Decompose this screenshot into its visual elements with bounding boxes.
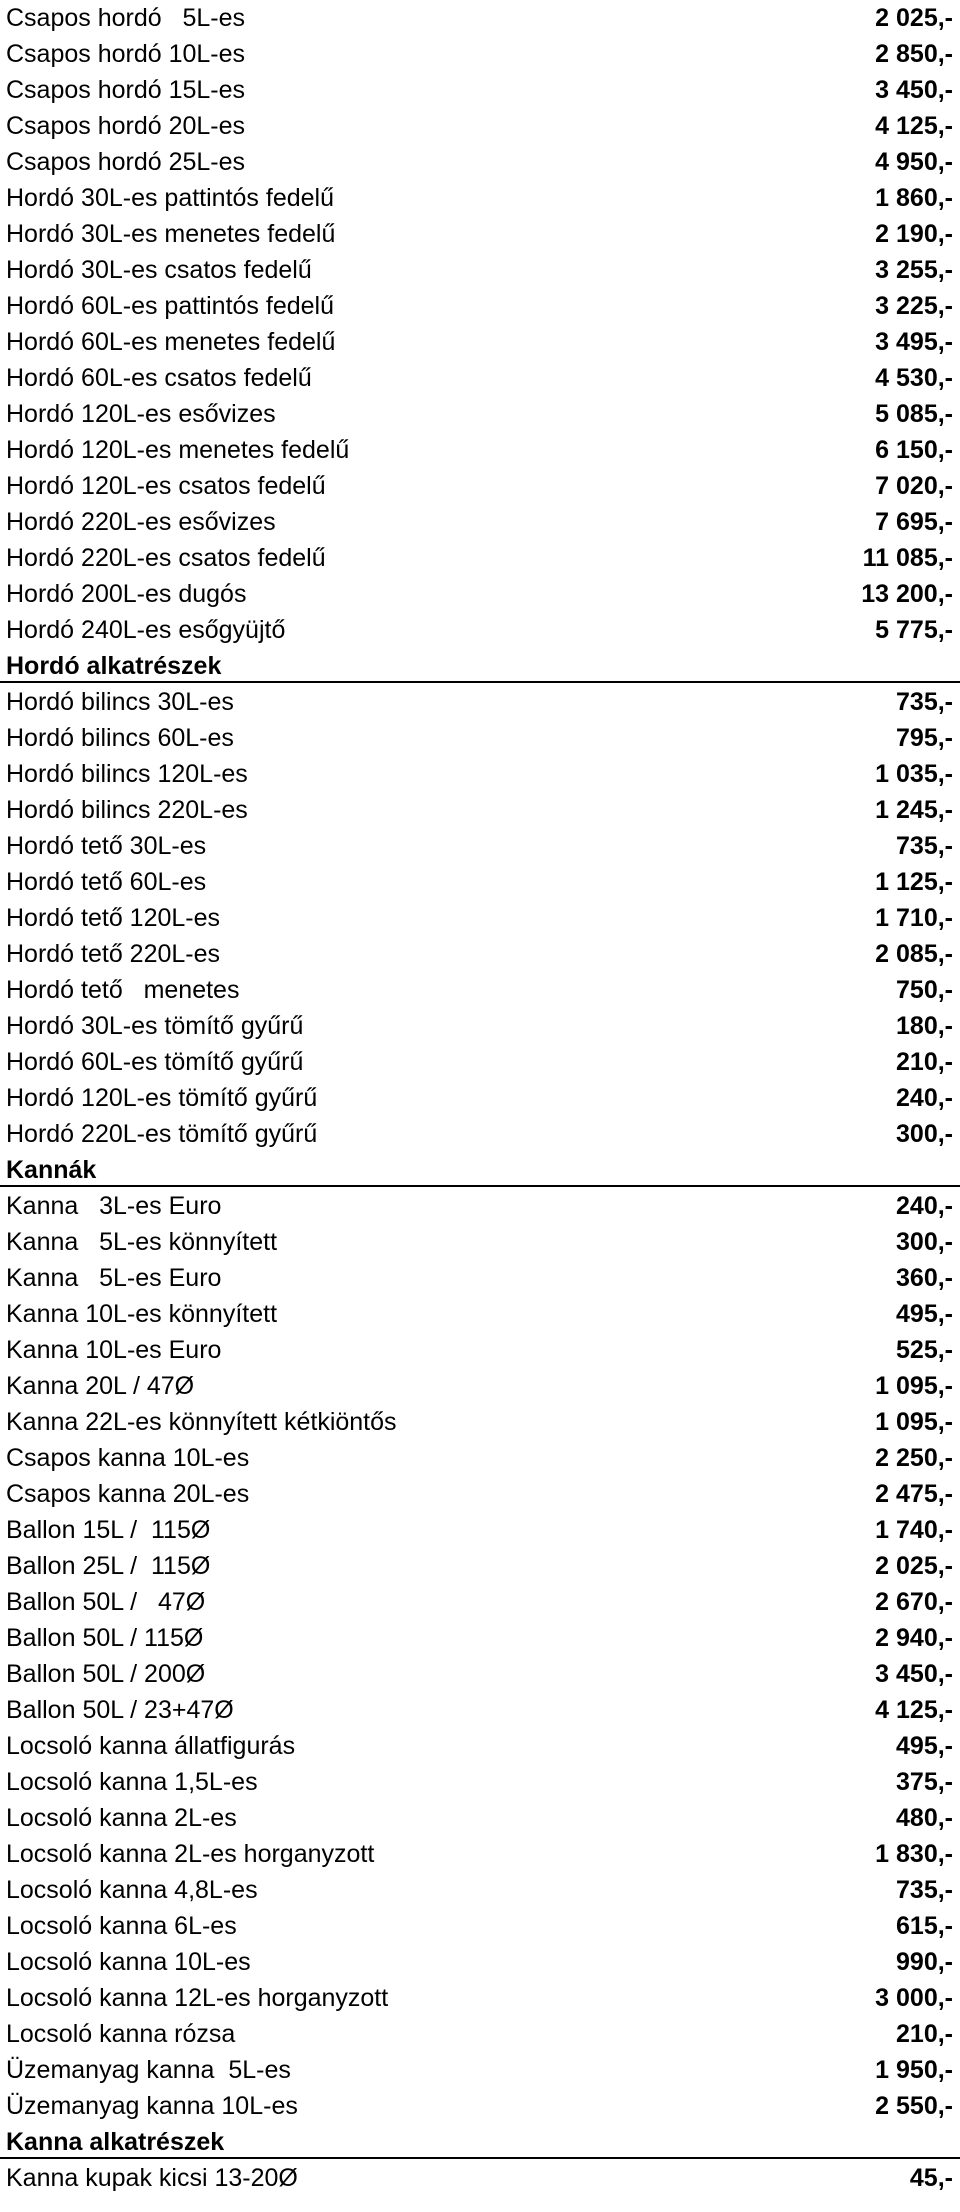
item-price: 735,-: [896, 688, 953, 716]
item-name: Csapos hordó 20L-es: [6, 112, 246, 140]
item-price: 750,-: [896, 976, 953, 1004]
item-price: 2 025,-: [875, 1552, 953, 1580]
price-row: [0, 1728, 960, 1764]
item-price: 300,-: [896, 1120, 953, 1148]
price-row: [0, 1548, 960, 1584]
price-row: [0, 1872, 960, 1908]
item-price: 2 190,-: [875, 220, 953, 248]
item-price: 4 950,-: [875, 148, 953, 176]
price-row: [0, 612, 960, 648]
price-row: [0, 2088, 960, 2124]
item-price: 5 085,-: [875, 400, 953, 428]
item-name: Hordó bilincs 120L-es: [6, 760, 248, 788]
item-price: 7 695,-: [875, 508, 953, 536]
section-title: Kanna alkatrészek: [6, 2128, 225, 2156]
price-row: [0, 1296, 960, 1332]
item-name: Hordó 220L-es esővizes: [6, 508, 276, 536]
item-name: Üzemanyag kanna 10L-es: [6, 2092, 298, 2120]
item-name: Ballon 50L / 47Ø: [6, 1588, 206, 1616]
item-name: Hordó 240L-es esőgyüjtő: [6, 616, 286, 644]
item-price: 6 150,-: [875, 436, 953, 464]
item-name: Csapos hordó 15L-es: [6, 76, 246, 104]
item-price: 4 530,-: [875, 364, 953, 392]
item-price: 5 775,-: [875, 616, 953, 644]
price-row: [0, 216, 960, 252]
item-name: Hordó 220L-es csatos fedelű: [6, 544, 326, 572]
item-price: 2 250,-: [875, 1444, 953, 1472]
item-name: Ballon 25L / 115Ø: [6, 1552, 211, 1580]
item-price: 210,-: [896, 1048, 953, 1076]
price-row: [0, 108, 960, 144]
item-name: Locsoló kanna állatfigurás: [6, 1732, 296, 1760]
item-name: Locsoló kanna 2L-es horganyzott: [6, 1840, 375, 1868]
price-row: [0, 468, 960, 504]
item-name: Hordó tető 120L-es: [6, 904, 221, 932]
item-name: Hordó 120L-es menetes fedelű: [6, 436, 350, 464]
price-row: [0, 972, 960, 1008]
item-name: Ballon 50L / 115Ø: [6, 1624, 204, 1652]
item-name: Ballon 15L / 115Ø: [6, 1516, 211, 1544]
item-price: 495,-: [896, 1300, 953, 1328]
item-name: Kanna 10L-es Euro: [6, 1336, 222, 1364]
price-row: [0, 1440, 960, 1476]
item-price: 2 940,-: [875, 1624, 953, 1652]
price-row: [0, 1512, 960, 1548]
price-row: [0, 1692, 960, 1728]
item-price: 795,-: [896, 724, 953, 752]
price-row: [0, 288, 960, 324]
item-name: Kanna 3L-es Euro: [6, 1192, 222, 1220]
item-price: 2 550,-: [875, 2092, 953, 2120]
price-row: [0, 720, 960, 756]
item-name: Locsoló kanna 12L-es horganyzott: [6, 1984, 389, 2012]
item-price: 1 125,-: [875, 868, 953, 896]
item-price: 3 450,-: [875, 76, 953, 104]
price-row: [0, 36, 960, 72]
item-price: 1 830,-: [875, 1840, 953, 1868]
price-row: [0, 576, 960, 612]
price-row: [0, 2052, 960, 2088]
item-price: 3 450,-: [875, 1660, 953, 1688]
item-name: Hordó 120L-es csatos fedelű: [6, 472, 326, 500]
price-row: [0, 1008, 960, 1044]
item-price: 735,-: [896, 1876, 953, 1904]
section-divider: [0, 2157, 960, 2159]
item-name: Hordó 30L-es tömítő gyűrű: [6, 1012, 304, 1040]
item-name: Hordó 60L-es csatos fedelű: [6, 364, 312, 392]
item-name: Csapos kanna 20L-es: [6, 1480, 250, 1508]
item-name: Ballon 50L / 23+47Ø: [6, 1696, 234, 1724]
item-price: 4 125,-: [875, 112, 953, 140]
price-row: [0, 2016, 960, 2052]
item-name: Kanna 5L-es Euro: [6, 1264, 222, 1292]
price-row: [0, 1980, 960, 2016]
item-name: Hordó 60L-es pattintós fedelű: [6, 292, 334, 320]
item-price: 1 095,-: [875, 1372, 953, 1400]
item-price: 3 495,-: [875, 328, 953, 356]
section-divider: [0, 681, 960, 683]
item-price: 210,-: [896, 2020, 953, 2048]
price-row: [0, 1800, 960, 1836]
price-row: [0, 1404, 960, 1440]
item-name: Kanna 5L-es könnyített: [6, 1228, 278, 1256]
item-name: Csapos hordó 25L-es: [6, 148, 246, 176]
item-name: Locsoló kanna 2L-es: [6, 1804, 237, 1832]
price-row: [0, 1584, 960, 1620]
item-name: Hordó 30L-es pattintós fedelű: [6, 184, 334, 212]
item-price: 4 125,-: [875, 1696, 953, 1724]
price-row: [0, 1368, 960, 1404]
item-price: 13 200,-: [861, 580, 953, 608]
item-price: 1 710,-: [875, 904, 953, 932]
item-name: Hordó 30L-es csatos fedelű: [6, 256, 312, 284]
price-row: [0, 540, 960, 576]
item-price: 11 085,-: [862, 544, 953, 572]
item-name: Ballon 50L / 200Ø: [6, 1660, 206, 1688]
section-header: [0, 2124, 960, 2160]
item-name: Kanna 22L-es könnyített kétkiöntős: [6, 1408, 397, 1436]
item-name: Hordó 60L-es menetes fedelű: [6, 328, 336, 356]
item-price: 180,-: [896, 1012, 953, 1040]
price-row: [0, 1476, 960, 1512]
item-price: 1 740,-: [875, 1516, 953, 1544]
price-row: [0, 1620, 960, 1656]
item-name: Locsoló kanna 1,5L-es: [6, 1768, 258, 1796]
price-row: [0, 1908, 960, 1944]
price-row: [0, 1836, 960, 1872]
item-name: Hordó 220L-es tömítő gyűrű: [6, 1120, 318, 1148]
item-price: 1 095,-: [875, 1408, 953, 1436]
item-name: Kanna 10L-es könnyített: [6, 1300, 278, 1328]
item-price: 990,-: [896, 1948, 953, 1976]
price-row: [0, 1224, 960, 1260]
price-row: [0, 1332, 960, 1368]
item-price: 480,-: [896, 1804, 953, 1832]
item-price: 2 475,-: [875, 1480, 953, 1508]
item-price: 240,-: [896, 1192, 953, 1220]
price-row: [0, 1764, 960, 1800]
item-name: Hordó 120L-es esővizes: [6, 400, 276, 428]
price-row: [0, 396, 960, 432]
item-name: Csapos hordó 5L-es: [6, 4, 246, 32]
price-row: [0, 144, 960, 180]
item-price: 375,-: [896, 1768, 953, 1796]
item-price: 7 020,-: [875, 472, 953, 500]
item-price: 3 225,-: [875, 292, 953, 320]
price-row: [0, 684, 960, 720]
item-price: 525,-: [896, 1336, 953, 1364]
price-row: [0, 72, 960, 108]
item-name: Csapos kanna 10L-es: [6, 1444, 250, 1472]
item-price: 360,-: [896, 1264, 953, 1292]
price-row: [0, 1656, 960, 1692]
item-name: Hordó 60L-es tömítő gyűrű: [6, 1048, 304, 1076]
price-row: [0, 252, 960, 288]
item-name: Hordó 200L-es dugós: [6, 580, 247, 608]
item-price: 1 950,-: [875, 2056, 953, 2084]
item-price: 2 025,-: [875, 4, 953, 32]
item-price: 495,-: [896, 1732, 953, 1760]
price-row: [0, 1944, 960, 1980]
item-name: Csapos hordó 10L-es: [6, 40, 246, 68]
item-name: Hordó tető 220L-es: [6, 940, 221, 968]
item-name: Hordó tető 60L-es: [6, 868, 207, 896]
price-row: [0, 360, 960, 396]
item-price: 1 245,-: [875, 796, 953, 824]
section-title: Kannák: [6, 1156, 97, 1184]
price-row: [0, 936, 960, 972]
price-row: [0, 180, 960, 216]
price-row: [0, 432, 960, 468]
item-name: Hordó bilincs 30L-es: [6, 688, 234, 716]
price-row: [0, 1116, 960, 1152]
item-name: Locsoló kanna rózsa: [6, 2020, 236, 2048]
item-price: 300,-: [896, 1228, 953, 1256]
price-row: [0, 504, 960, 540]
price-row: [0, 1260, 960, 1296]
price-row: [0, 900, 960, 936]
item-name: Hordó bilincs 60L-es: [6, 724, 234, 752]
item-name: Kanna kupak kicsi 13-20Ø: [6, 2164, 298, 2192]
price-row: [0, 2160, 960, 2196]
item-price: 1 035,-: [875, 760, 953, 788]
price-row: [0, 792, 960, 828]
item-name: Üzemanyag kanna 5L-es: [6, 2056, 291, 2084]
price-row: [0, 1080, 960, 1116]
item-price: 615,-: [896, 1912, 953, 1940]
item-name: Hordó bilincs 220L-es: [6, 796, 248, 824]
price-row: [0, 1044, 960, 1080]
item-price: 3 000,-: [875, 1984, 953, 2012]
price-row: [0, 1188, 960, 1224]
item-name: Locsoló kanna 10L-es: [6, 1948, 251, 1976]
item-price: 2 085,-: [875, 940, 953, 968]
item-name: Hordó 120L-es tömítő gyűrű: [6, 1084, 318, 1112]
section-title: Hordó alkatrészek: [6, 652, 222, 680]
item-price: 45,-: [909, 2164, 953, 2192]
section-header: [0, 648, 960, 684]
section-header: [0, 1152, 960, 1188]
price-row: [0, 756, 960, 792]
item-name: Kanna 20L / 47Ø: [6, 1372, 195, 1400]
item-price: 3 255,-: [875, 256, 953, 284]
item-name: Hordó tető 30L-es: [6, 832, 207, 860]
item-name: Hordó tető menetes: [6, 976, 240, 1004]
item-price: 2 670,-: [875, 1588, 953, 1616]
item-price: 2 850,-: [875, 40, 953, 68]
price-row: [0, 324, 960, 360]
item-price: 1 860,-: [875, 184, 953, 212]
item-price: 735,-: [896, 832, 953, 860]
item-price: 240,-: [896, 1084, 953, 1112]
item-name: Locsoló kanna 4,8L-es: [6, 1876, 258, 1904]
price-row: [0, 0, 960, 36]
section-divider: [0, 1185, 960, 1187]
price-row: [0, 864, 960, 900]
item-name: Locsoló kanna 6L-es: [6, 1912, 237, 1940]
price-row: [0, 828, 960, 864]
item-name: Hordó 30L-es menetes fedelű: [6, 220, 336, 248]
